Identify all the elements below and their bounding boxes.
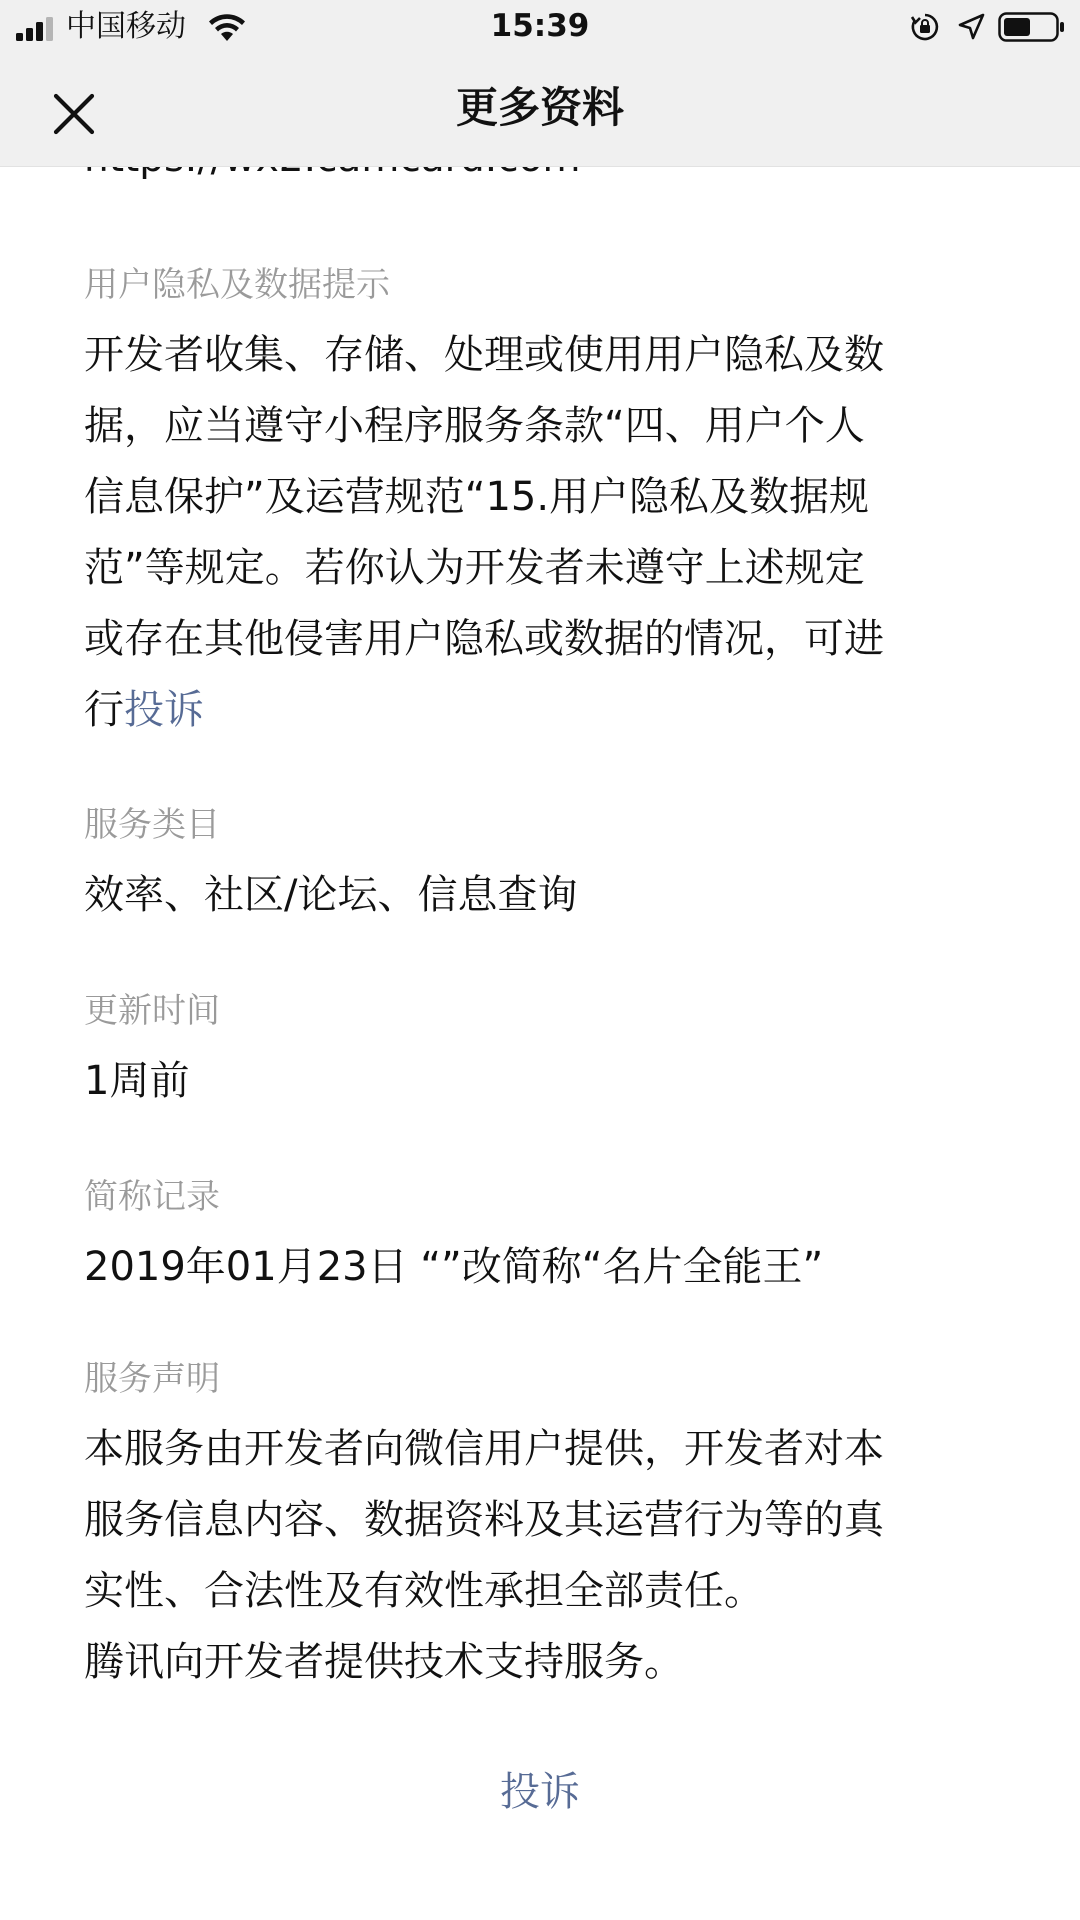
privacy-line: 信息保护”及运营规范“15.用户隐私及数据规 — [84, 474, 870, 520]
privacy-last-line — [84, 675, 1004, 746]
page-title: 更多资料 — [455, 83, 624, 132]
statement-text — [84, 1414, 1004, 1698]
name-history-value: 2019年01月23日 “”改简称“名片全能王” — [84, 1244, 824, 1290]
updated-value: 1周前 — [84, 1058, 190, 1104]
category-value: 效率、社区/论坛、信息查询 — [84, 872, 578, 918]
battery-icon — [998, 11, 1066, 43]
name-history-label: 简称记录 — [84, 1177, 220, 1217]
carrier-name: 中国移动 — [66, 9, 186, 44]
top-header — [0, 0, 1080, 167]
privacy-line: 据，应当遵守小程序服务条款“四、用户个人 — [84, 403, 865, 449]
statement-line: 本服务由开发者向微信用户提供，开发者对本 — [84, 1426, 884, 1472]
complaint-button[interactable]: 投诉 — [500, 1769, 580, 1815]
orientation-lock-icon — [910, 12, 940, 42]
category-label: 服务类目 — [84, 805, 220, 845]
statement-label: 服务声明 — [84, 1359, 220, 1399]
statement-line: 服务信息内容、数据资料及其运营行为等的真 — [84, 1497, 884, 1543]
statement-section — [84, 1356, 1004, 1698]
statement-line: 腾讯向开发者提供技术支持服务。 — [84, 1639, 684, 1685]
privacy-text — [84, 320, 1004, 746]
name-history-section — [84, 1174, 1004, 1303]
updated-section — [84, 988, 1004, 1117]
location-arrow-icon — [956, 12, 986, 42]
privacy-line: 范”等规定。若你认为开发者未遵守上述规定 — [84, 545, 865, 591]
privacy-complaint-link[interactable]: 投诉 — [124, 687, 204, 733]
privacy-label: 用户隐私及数据提示 — [84, 265, 390, 305]
privacy-line: 或存在其他侵害用户隐私或数据的情况，可进 — [84, 616, 884, 662]
statement-line: 实性、合法性及有效性承担全部责任。 — [84, 1568, 764, 1614]
nav-bar — [0, 54, 1080, 166]
privacy-section — [84, 262, 1004, 746]
privacy-last-prefix: 行 — [84, 687, 124, 733]
clock: 15:39 — [490, 8, 590, 44]
privacy-line: 开发者收集、存储、处理或使用用户隐私及数 — [84, 332, 884, 378]
updated-label: 更新时间 — [84, 991, 220, 1031]
category-section — [84, 802, 1004, 931]
status-bar — [0, 0, 1080, 54]
